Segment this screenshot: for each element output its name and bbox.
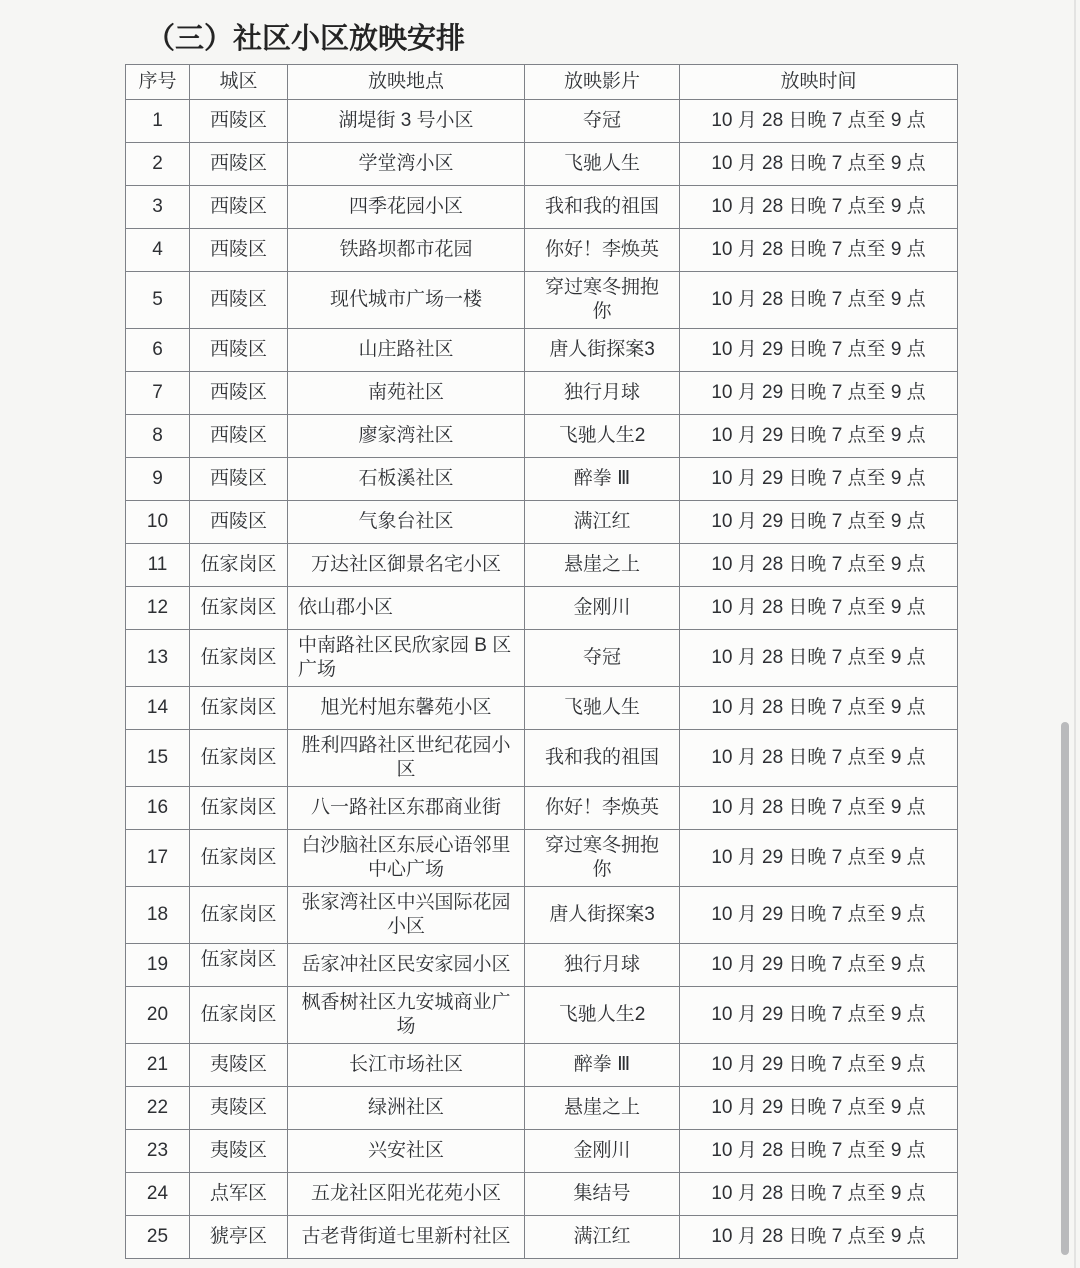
cell-index: 20 xyxy=(126,987,190,1044)
col-header-location: 放映地点 xyxy=(288,65,525,100)
cell-film: 唐人街探案3 xyxy=(525,887,680,944)
table-row xyxy=(126,887,958,944)
cell-time: 10 月 28 日晚 7 点至 9 点 xyxy=(680,100,958,143)
cell-film: 唐人街探案3 xyxy=(525,329,680,372)
cell-time: 10 月 29 日晚 7 点至 9 点 xyxy=(680,1044,958,1087)
table-row xyxy=(126,229,958,272)
cell-film: 你好！李焕英 xyxy=(525,229,680,272)
cell-index: 7 xyxy=(126,372,190,415)
table-row xyxy=(126,1087,958,1130)
table-row xyxy=(126,630,958,687)
table-row xyxy=(126,143,958,186)
cell-time: 10 月 28 日晚 7 点至 9 点 xyxy=(680,1130,958,1173)
table-row xyxy=(126,1044,958,1087)
table-row xyxy=(126,687,958,730)
cell-location: 张家湾社区中兴国际花园小区 xyxy=(288,887,525,944)
cell-location: 枫香树社区九安城商业广场 xyxy=(288,987,525,1044)
cell-district: 西陵区 xyxy=(190,372,288,415)
cell-location: 廖家湾社区 xyxy=(288,415,525,458)
cell-district: 点军区 xyxy=(190,1173,288,1216)
cell-film: 穿过寒冬拥抱你 xyxy=(525,830,680,887)
cell-time: 10 月 28 日晚 7 点至 9 点 xyxy=(680,630,958,687)
cell-time: 10 月 29 日晚 7 点至 9 点 xyxy=(680,372,958,415)
cell-location: 绿洲社区 xyxy=(288,1087,525,1130)
cell-district: 伍家岗区 xyxy=(190,944,288,987)
cell-film: 夺冠 xyxy=(525,630,680,687)
cell-index: 16 xyxy=(126,787,190,830)
cell-time: 10 月 28 日晚 7 点至 9 点 xyxy=(680,544,958,587)
cell-location: 依山郡小区 xyxy=(288,587,525,630)
cell-district: 西陵区 xyxy=(190,143,288,186)
cell-time: 10 月 28 日晚 7 点至 9 点 xyxy=(680,143,958,186)
cell-film: 飞驰人生2 xyxy=(525,415,680,458)
cell-index: 4 xyxy=(126,229,190,272)
cell-district: 伍家岗区 xyxy=(190,544,288,587)
cell-location: 南苑社区 xyxy=(288,372,525,415)
screening-schedule-table xyxy=(125,64,958,1259)
cell-district: 伍家岗区 xyxy=(190,787,288,830)
cell-film: 满江红 xyxy=(525,501,680,544)
cell-district: 西陵区 xyxy=(190,272,288,329)
cell-time: 10 月 29 日晚 7 点至 9 点 xyxy=(680,830,958,887)
cell-location: 现代城市广场一楼 xyxy=(288,272,525,329)
cell-film: 金刚川 xyxy=(525,587,680,630)
cell-film: 你好！李焕英 xyxy=(525,787,680,830)
cell-location: 岳家冲社区民安家园小区 xyxy=(288,944,525,987)
table-row xyxy=(126,186,958,229)
cell-index: 5 xyxy=(126,272,190,329)
cell-district: 伍家岗区 xyxy=(190,687,288,730)
table-row xyxy=(126,787,958,830)
cell-film: 悬崖之上 xyxy=(525,544,680,587)
cell-location: 气象台社区 xyxy=(288,501,525,544)
cell-time: 10 月 29 日晚 7 点至 9 点 xyxy=(680,329,958,372)
cell-film: 飞驰人生2 xyxy=(525,987,680,1044)
cell-location: 五龙社区阳光花苑小区 xyxy=(288,1173,525,1216)
cell-film: 飞驰人生 xyxy=(525,143,680,186)
scrollbar-track xyxy=(1074,0,1076,1268)
cell-location: 学堂湾小区 xyxy=(288,143,525,186)
cell-district: 伍家岗区 xyxy=(190,830,288,887)
cell-district: 西陵区 xyxy=(190,329,288,372)
table-row xyxy=(126,587,958,630)
cell-time: 10 月 28 日晚 7 点至 9 点 xyxy=(680,687,958,730)
table-row xyxy=(126,1130,958,1173)
cell-time: 10 月 28 日晚 7 点至 9 点 xyxy=(680,186,958,229)
cell-index: 23 xyxy=(126,1130,190,1173)
cell-film: 醉拳 Ⅲ xyxy=(525,458,680,501)
cell-district: 西陵区 xyxy=(190,415,288,458)
cell-index: 18 xyxy=(126,887,190,944)
table-row xyxy=(126,944,958,987)
cell-time: 10 月 29 日晚 7 点至 9 点 xyxy=(680,501,958,544)
cell-index: 2 xyxy=(126,143,190,186)
cell-film: 独行月球 xyxy=(525,944,680,987)
cell-location: 中南路社区民欣家园 B 区广场 xyxy=(288,630,525,687)
col-header-time: 放映时间 xyxy=(680,65,958,100)
cell-index: 14 xyxy=(126,687,190,730)
cell-location: 湖堤街 3 号小区 xyxy=(288,100,525,143)
cell-district: 西陵区 xyxy=(190,100,288,143)
cell-location: 胜利四路社区世纪花园小区 xyxy=(288,730,525,787)
cell-film: 独行月球 xyxy=(525,372,680,415)
cell-time: 10 月 28 日晚 7 点至 9 点 xyxy=(680,1173,958,1216)
cell-time: 10 月 28 日晚 7 点至 9 点 xyxy=(680,787,958,830)
cell-district: 伍家岗区 xyxy=(190,887,288,944)
cell-film: 满江红 xyxy=(525,1216,680,1259)
cell-district: 西陵区 xyxy=(190,501,288,544)
cell-index: 10 xyxy=(126,501,190,544)
cell-time: 10 月 29 日晚 7 点至 9 点 xyxy=(680,987,958,1044)
cell-time: 10 月 29 日晚 7 点至 9 点 xyxy=(680,458,958,501)
scrollbar-thumb[interactable] xyxy=(1061,722,1069,1255)
cell-film: 穿过寒冬拥抱你 xyxy=(525,272,680,329)
cell-time: 10 月 29 日晚 7 点至 9 点 xyxy=(680,1087,958,1130)
cell-time: 10 月 29 日晚 7 点至 9 点 xyxy=(680,887,958,944)
cell-district: 伍家岗区 xyxy=(190,630,288,687)
header-row xyxy=(126,65,958,100)
table-row xyxy=(126,987,958,1044)
cell-index: 3 xyxy=(126,186,190,229)
cell-district: 西陵区 xyxy=(190,458,288,501)
cell-district: 伍家岗区 xyxy=(190,730,288,787)
section-title: （三）社区小区放映安排 xyxy=(146,23,466,55)
cell-time: 10 月 28 日晚 7 点至 9 点 xyxy=(680,1216,958,1259)
cell-location: 万达社区御景名宅小区 xyxy=(288,544,525,587)
cell-film: 飞驰人生 xyxy=(525,687,680,730)
cell-location: 兴安社区 xyxy=(288,1130,525,1173)
cell-index: 6 xyxy=(126,329,190,372)
cell-time: 10 月 28 日晚 7 点至 9 点 xyxy=(680,587,958,630)
cell-index: 24 xyxy=(126,1173,190,1216)
cell-district: 伍家岗区 xyxy=(190,987,288,1044)
cell-location: 山庄路社区 xyxy=(288,329,525,372)
table-row xyxy=(126,272,958,329)
cell-time: 10 月 29 日晚 7 点至 9 点 xyxy=(680,415,958,458)
table-row xyxy=(126,1173,958,1216)
col-header-film: 放映影片 xyxy=(525,65,680,100)
cell-location: 石板溪社区 xyxy=(288,458,525,501)
cell-location: 铁路坝都市花园 xyxy=(288,229,525,272)
cell-district: 猇亭区 xyxy=(190,1216,288,1259)
cell-film: 悬崖之上 xyxy=(525,1087,680,1130)
table-row xyxy=(126,730,958,787)
cell-location: 古老背街道七里新村社区 xyxy=(288,1216,525,1259)
cell-district: 夷陵区 xyxy=(190,1130,288,1173)
cell-film: 金刚川 xyxy=(525,1130,680,1173)
cell-location: 旭光村旭东馨苑小区 xyxy=(288,687,525,730)
cell-index: 25 xyxy=(126,1216,190,1259)
cell-index: 15 xyxy=(126,730,190,787)
cell-location: 长江市场社区 xyxy=(288,1044,525,1087)
cell-film: 夺冠 xyxy=(525,100,680,143)
cell-index: 8 xyxy=(126,415,190,458)
table-row xyxy=(126,458,958,501)
table-row xyxy=(126,501,958,544)
cell-time: 10 月 28 日晚 7 点至 9 点 xyxy=(680,730,958,787)
table-row xyxy=(126,329,958,372)
cell-film: 醉拳 Ⅲ xyxy=(525,1044,680,1087)
cell-index: 21 xyxy=(126,1044,190,1087)
table-row xyxy=(126,415,958,458)
cell-time: 10 月 28 日晚 7 点至 9 点 xyxy=(680,229,958,272)
col-header-district: 城区 xyxy=(190,65,288,100)
table-row xyxy=(126,1216,958,1259)
cell-index: 13 xyxy=(126,630,190,687)
cell-index: 17 xyxy=(126,830,190,887)
table-row xyxy=(126,830,958,887)
cell-film: 集结号 xyxy=(525,1173,680,1216)
cell-district: 西陵区 xyxy=(190,229,288,272)
cell-district: 伍家岗区 xyxy=(190,587,288,630)
cell-film: 我和我的祖国 xyxy=(525,186,680,229)
col-header-index: 序号 xyxy=(126,65,190,100)
cell-film: 我和我的祖国 xyxy=(525,730,680,787)
cell-time: 10 月 29 日晚 7 点至 9 点 xyxy=(680,944,958,987)
table-row xyxy=(126,372,958,415)
cell-district: 夷陵区 xyxy=(190,1087,288,1130)
cell-index: 19 xyxy=(126,944,190,987)
cell-index: 9 xyxy=(126,458,190,501)
table-row xyxy=(126,544,958,587)
cell-district: 夷陵区 xyxy=(190,1044,288,1087)
cell-index: 1 xyxy=(126,100,190,143)
cell-index: 22 xyxy=(126,1087,190,1130)
cell-location: 四季花园小区 xyxy=(288,186,525,229)
cell-district: 西陵区 xyxy=(190,186,288,229)
cell-location: 白沙脑社区东辰心语邻里中心广场 xyxy=(288,830,525,887)
table-row xyxy=(126,100,958,143)
cell-index: 12 xyxy=(126,587,190,630)
cell-location: 八一路社区东郡商业街 xyxy=(288,787,525,830)
cell-index: 11 xyxy=(126,544,190,587)
cell-time: 10 月 28 日晚 7 点至 9 点 xyxy=(680,272,958,329)
